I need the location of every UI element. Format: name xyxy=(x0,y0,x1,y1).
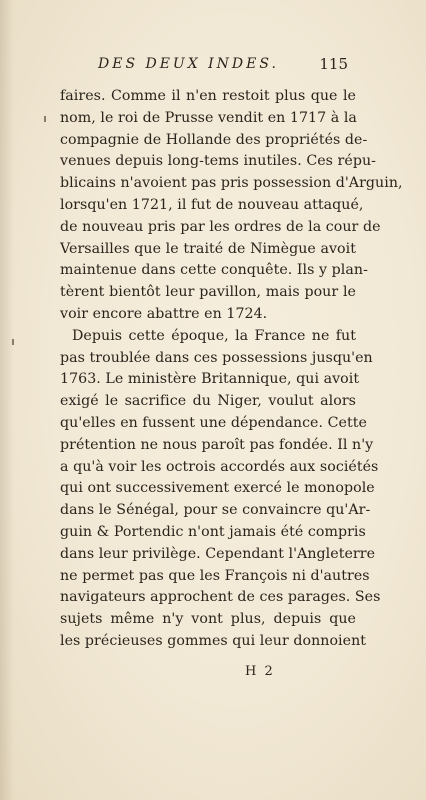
text-line: nom, le roi de Prusse vendit en 1717 à la xyxy=(60,109,357,126)
text-line: voir encore abattre en 1724. xyxy=(60,305,268,322)
text-line: prétention ne nous paroît pas fondée. Il n'y xyxy=(60,436,374,453)
page-header xyxy=(98,56,348,76)
text-line: qu'elles en fussent une dépendance. Cette xyxy=(60,414,367,431)
text-line: tèrent bientôt leur pavillon, mais pour le xyxy=(60,284,356,301)
text-line: venues depuis long-tems inutiles. Ces répu- xyxy=(60,153,376,170)
page-number: 115 xyxy=(319,55,348,73)
text-line: sujets même n'y vont plus, depuis que xyxy=(60,611,356,628)
body-text xyxy=(60,86,403,653)
text-line: guin & Portendic n'ont jamais été compris xyxy=(60,523,366,540)
text-line: dans leur privilège. Cependant l'Angleterre xyxy=(60,545,376,562)
text-line: 1763. Le ministère Britannique, qui avoit xyxy=(60,371,360,388)
text-line: pas troublée dans ces possessions jusqu'en xyxy=(60,349,373,366)
text-line: les précieuses gommes qui leur donnoient xyxy=(60,632,367,649)
paragraph-start-line: Depuis cette époque, la France ne fut xyxy=(72,327,356,344)
text-line: compagnie de Hollande des propriétés de- xyxy=(60,131,368,148)
text-line: navigateurs approchent de ces parages. Ses xyxy=(60,589,381,606)
page-edge-shadow xyxy=(0,0,14,800)
text-line: blicains n'avoient pas pris possession d'Arguin, xyxy=(60,175,403,192)
text-line: ne permet pas que les François ni d'autres xyxy=(60,567,370,584)
text-line: de nouveau pris par les ordres de la cour de xyxy=(60,218,381,235)
running-head: DES DEUX INDES. xyxy=(98,56,279,72)
text-line: Versailles que le traité de Nimègue avoit xyxy=(60,240,356,257)
text-line: maintenue dans cette conquête. Ils y plan- xyxy=(60,262,368,279)
margin-mark xyxy=(44,116,46,122)
text-line: faires. Comme il n'en restoit plus que le xyxy=(60,88,356,104)
text-line: qui ont successivement exercé le monopole xyxy=(60,480,375,497)
text-line: dans le Sénégal, pour se convaincre qu'Ar- xyxy=(60,502,371,519)
text-line: exigé le sacrifice du Niger, voulut alors xyxy=(60,393,356,410)
margin-mark xyxy=(12,339,14,345)
signature-mark: H 2 xyxy=(245,664,275,679)
text-line: lorsqu'en 1721, il fut de nouveau attaqué, xyxy=(60,196,364,213)
text-line: a qu'à voir les octrois accordés aux sociétés xyxy=(60,458,379,475)
